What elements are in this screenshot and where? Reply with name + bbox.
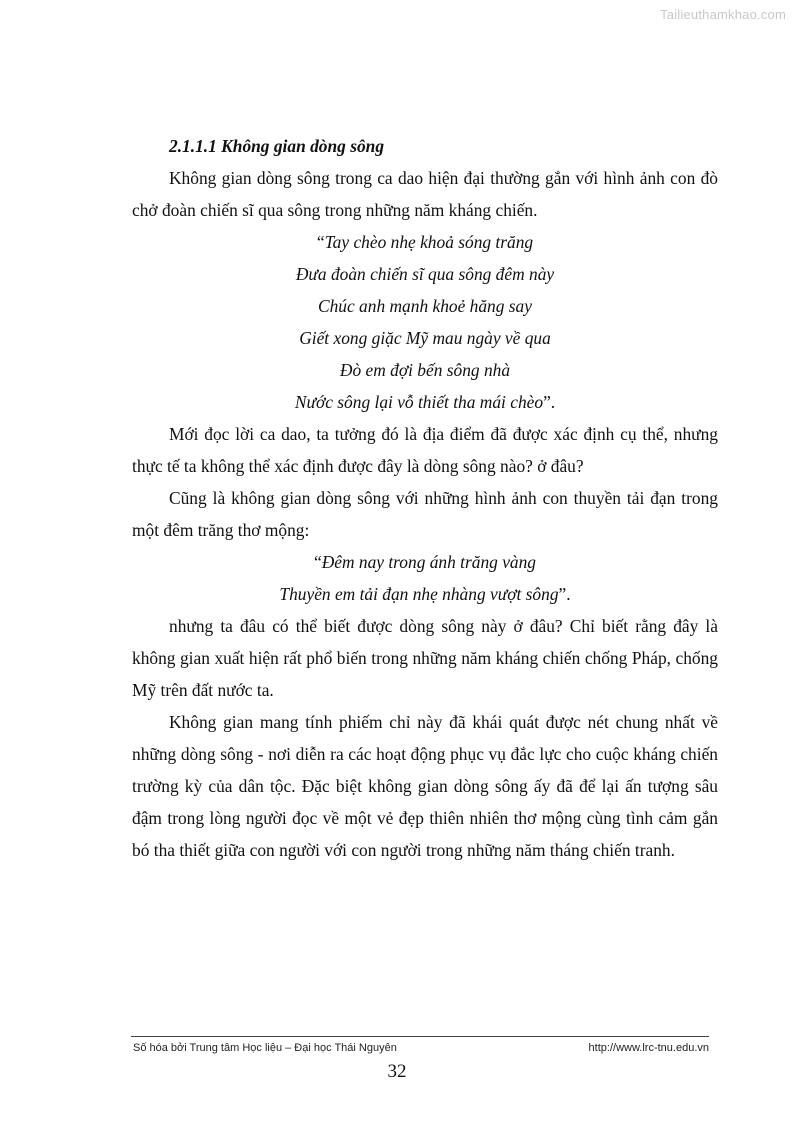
poem-line: Đò em đợi bến sông nhà xyxy=(339,360,511,380)
poem-quote-2 xyxy=(132,546,718,610)
poem-line: Chúc anh mạnh khoẻ hăng say xyxy=(318,296,532,316)
paragraph-unknown-river: nhưng ta đâu có thể biết được dòng sông này ở đâu? Chỉ biết rằng đây là không gian xuất hiện rất phổ biến trong những năm kháng chiến chống Pháp, chống Mỹ trên đất nước ta. xyxy=(132,616,718,700)
poem-line: Thuyền em tải đạn nhẹ nhàng vượt sông”. xyxy=(279,584,571,604)
footer-divider xyxy=(131,1036,709,1037)
close-quote: ”. xyxy=(558,584,571,604)
poem-quote-1 xyxy=(132,226,718,418)
open-quote: “ xyxy=(313,552,322,572)
footer-source: Số hóa bởi Trung tâm Học liệu – Đại học Thái Nguyên xyxy=(133,1042,397,1054)
close-quote: ”. xyxy=(543,392,556,412)
watermark: Tailieuthamkhao.com xyxy=(660,7,786,22)
document-body xyxy=(132,132,718,866)
open-quote: “ xyxy=(316,232,325,252)
section-heading: 2.1.1.1 Không gian dòng sông xyxy=(169,136,385,156)
footer-url: http://www.lrc-tnu.edu.vn xyxy=(588,1042,709,1054)
paragraph-conclusion: Không gian mang tính phiếm chỉ này đã khái quát được nét chung nhất về những dòng sông - nơi diễn ra các hoạt động phục vụ đắc lực cho cuộc kháng chiến trường kỳ của dân tộc. Đặc biệt không gian dòng sông ấy đã để lại ấn tượng sâu đậm trong lòng người đọc về một vẻ đẹp thiên nhiên thơ mộng cùng tình cảm gắn bó tha thiết giữa con người với con người trong những năm tháng chiến tranh. xyxy=(132,712,718,860)
poem-line: “Tay chèo nhẹ khoả sóng trăng xyxy=(316,232,534,252)
paragraph-intro: Không gian dòng sông trong ca dao hiện đại thường gắn với hình ảnh con đò chở đoàn chiến sĩ qua sông trong những năm kháng chiến. xyxy=(132,168,718,220)
poem-line: Đưa đoàn chiến sĩ qua sông đêm này xyxy=(295,264,555,284)
paragraph-reading: Mới đọc lời ca dao, ta tưởng đó là địa điểm đã được xác định cụ thể, nhưng thực tế ta không thể xác định được đây là dòng sông nào? ở đâu? xyxy=(132,424,718,476)
poem-line: Giết xong giặc Mỹ mau ngày về qua xyxy=(299,328,551,348)
page-number: 32 xyxy=(387,1061,407,1082)
poem-line: “Đêm nay trong ánh trăng vàng xyxy=(313,552,537,572)
paragraph-river-space: Cũng là không gian dòng sông với những hình ảnh con thuyền tải đạn trong một đêm trăng thơ mộng: xyxy=(132,488,718,540)
poem-line: Nước sông lại vỗ thiết tha mái chèo”. xyxy=(294,392,556,412)
